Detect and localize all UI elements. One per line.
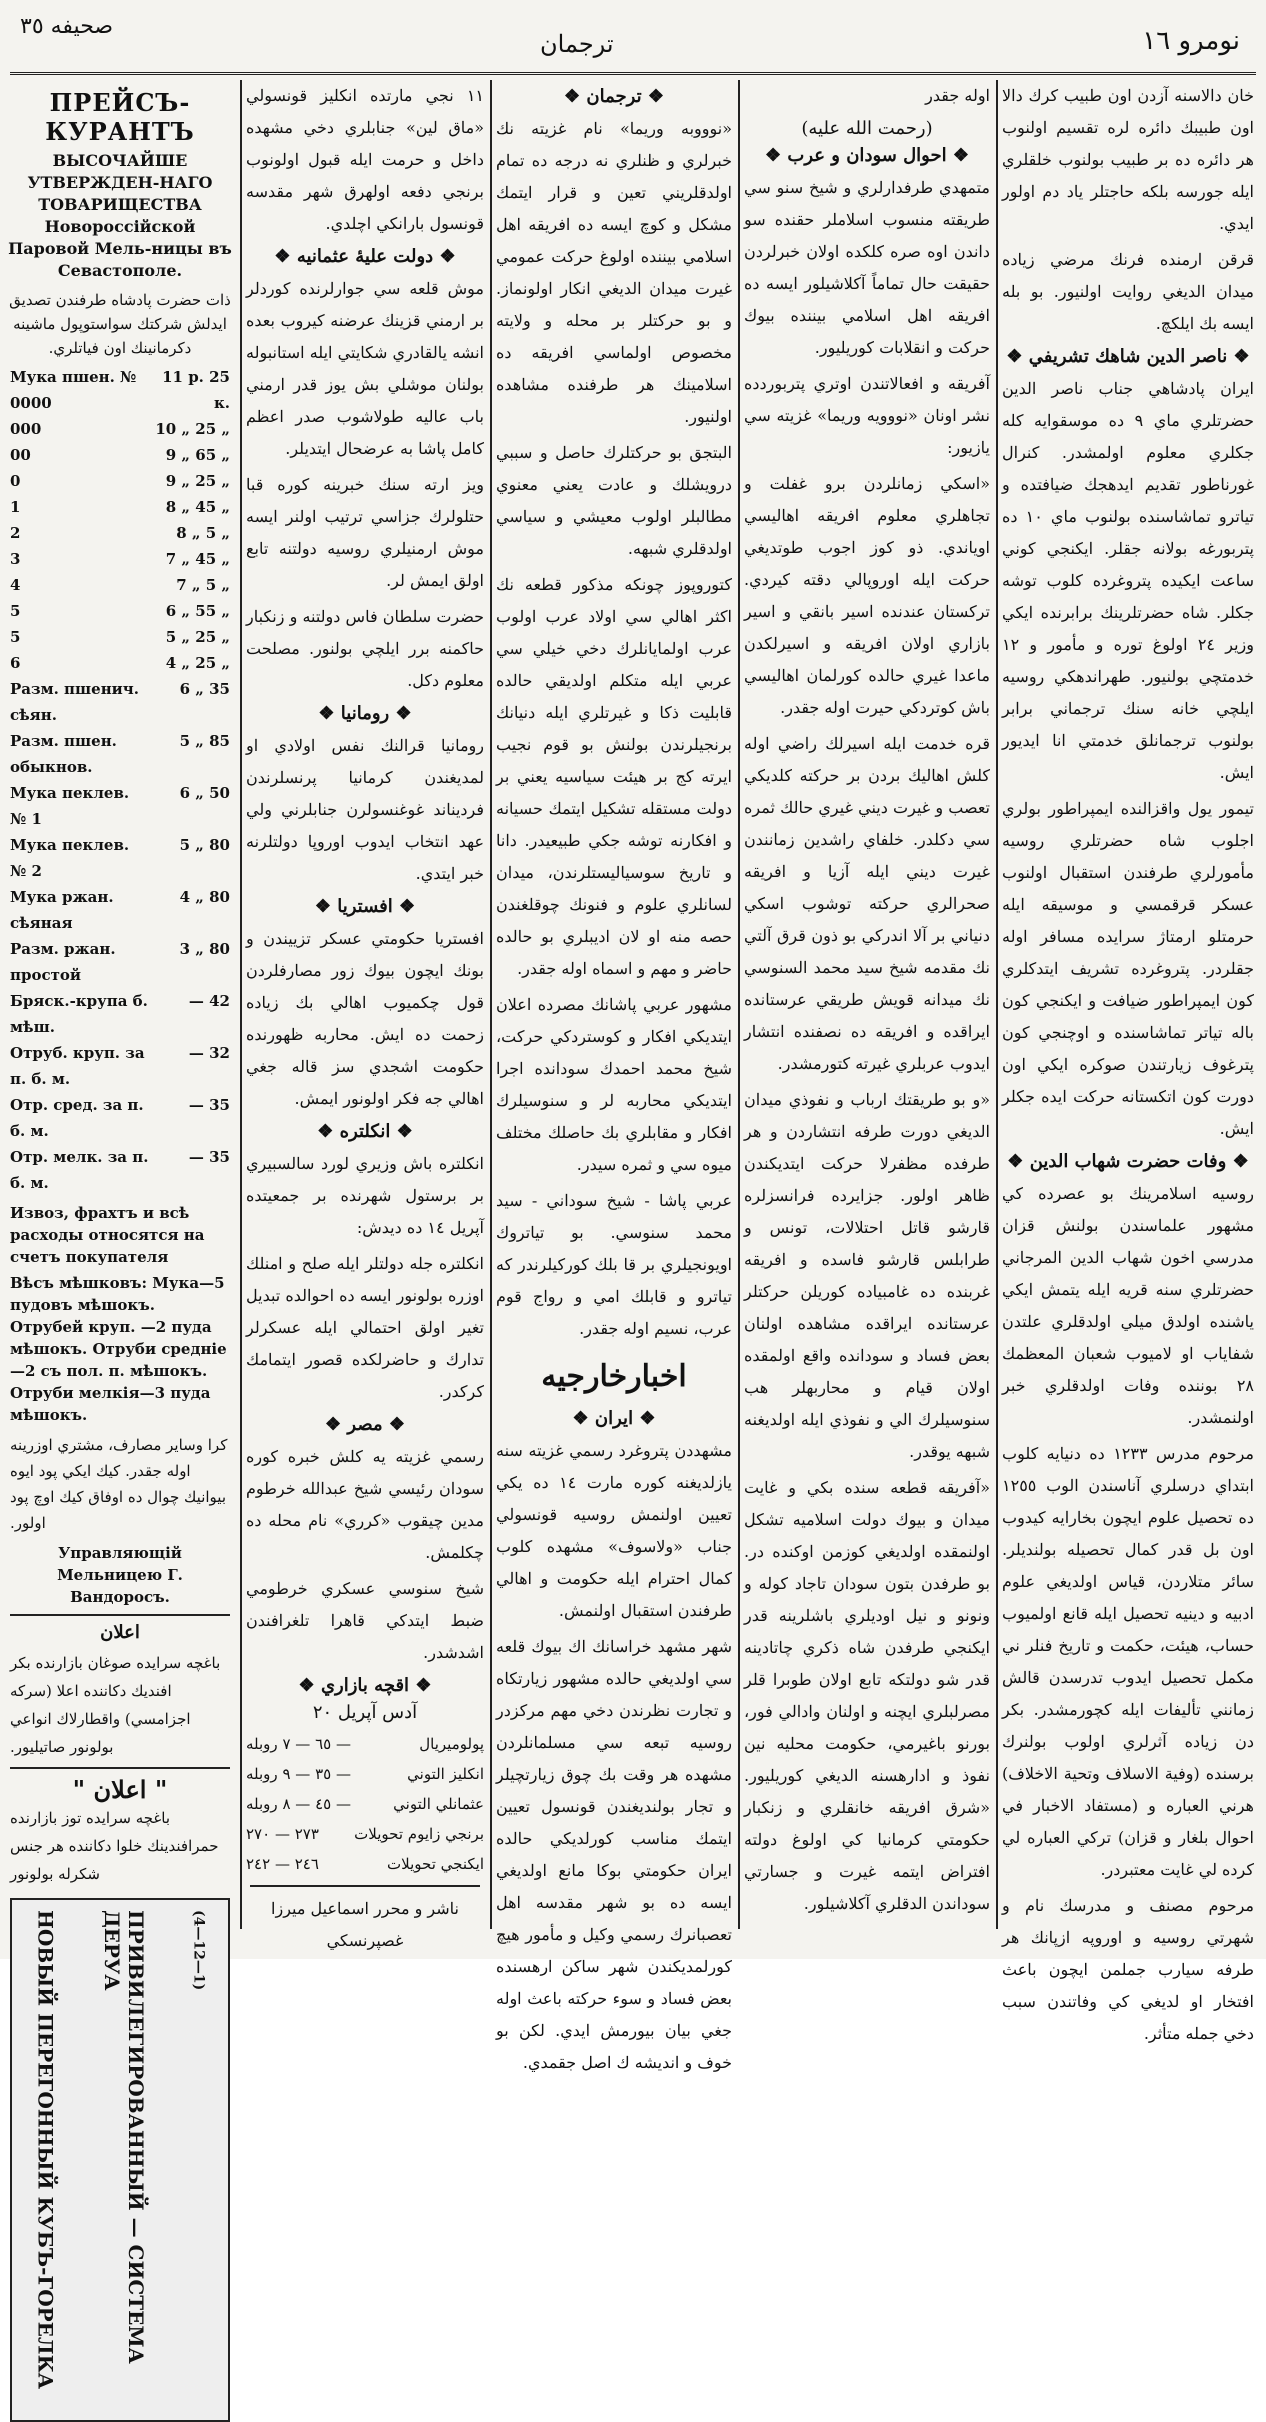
ad-text-2: باغچه سرايده توز بازارنده حمرافندينك خلوا دكاننده هر جنس شكرله بولونور <box>10 1809 219 1883</box>
article-paragraph: رسمي غزيته يه كلش خبره كوره سودان رئيسي شيخ عبدالله خرطوم مدين چيقوب «كرري» نام محله ده چكلمش. <box>246 1447 484 1562</box>
price-item-name: Разм. ржан. простой <box>10 940 116 984</box>
price-list <box>6 364 234 1196</box>
price-row <box>6 780 234 832</box>
price-item-name: Мука пшен. № 0000 <box>10 368 137 412</box>
article-paragraph: قره خدمت ايله اسيرلك راضي اوله كلش اهاليك بردن بر حركته كلديكي تعصب و غيرت ديني غيري حالك ثمره سي دكلدر. خلفاي راشدين زمانندن غيرت ديني ايله آزيا و افريقه صحرالري حركته توشوب اسكي دنياني بر آلا اندركي بو ذون قرق آلتي نك مقدمه شيخ سيد محمد السنوسي نك ميدانه قويش طريقي عرستانده ايراقده و افريقه ده نصفنده انتشار ايدوب عربلري غيرته كتورمشدر. <box>744 734 990 1073</box>
column-rule <box>240 80 242 1929</box>
price-item-value: 8 „ 45 „ <box>165 498 230 516</box>
column-rule <box>738 80 740 1929</box>
price-item-value: 9 „ 25 „ <box>165 472 230 490</box>
price-item-name: Бряск.-крупа б. мѣш. <box>10 992 148 1036</box>
price-item-value: 6 „ 55 „ <box>165 602 230 620</box>
column-rule <box>490 80 492 1929</box>
price-item-value: — 35 <box>188 1096 230 1114</box>
price-item-name: Мука пеклев. № 2 <box>10 836 130 880</box>
price-list-title: ПРЕЙСЪ-КУРАНТЪ <box>45 88 195 146</box>
currency-name: عثمانلي التوني <box>393 1795 484 1813</box>
price-item-value: 4 „ 25 „ <box>165 654 230 672</box>
article-paragraph: مرحوم مدرس ١٢٣٣ ده دنيايه كلوب ابتداي درسلري آناسندن الوب ١٢٥٥ ده تحصيل علوم ايچون بخارايه كيدوب اون بل قدر كمال تحصيله بولنديلر. سائر متلاردن، قياس اولديغي علوم ادبيه و دينيه تحصيل ايله قانع اولميوب حساب، هيئت، حكمت و تاريخ فنلر ني مكمل تحصيل ايدوب تدرسدن قالش زمانني تأليفات ايله كچورمشدر. بكر دن زياده آثرلري اولوب بولنرك برسنده (وفية الاسلاف وتحية الاخلاف) هرني العباره و (مستفاد الاخبار في احوال بلغار و قزان) تركي العباره لي كرده لي غايت معتبردر. <box>1002 1444 1254 1879</box>
bazaar-row <box>246 1819 484 1849</box>
ad-still-line2: ПРИВИЛЕГИРОВАННЫЙ — СИСТЕМА ДЕРУА <box>99 1910 148 2364</box>
article-paragraph: «نوووبه وريما» نام غزيته نك خبرلري و ظنلري نه درجه ده تمام اولدقلريني تعين و قرار ايتمك مشكل و كوچ ايسه ده افريقه اهل اسلامي بيننده اولوغ حركت عمومي غيرت ميدان الديغي انكار اولونماز. و بو حركتلر بر محله و ولايته مخصوص اولماسي افريقه ده اسلامينك هر طرفنده مشاهده اولنيور. <box>496 119 732 426</box>
price-row <box>6 494 234 520</box>
currency-rate: ٢٤٦ — ٢٤٢ <box>246 1855 319 1873</box>
price-row <box>6 468 234 494</box>
price-item-name: 1 <box>10 498 21 516</box>
price-item-value: 10 „ 25 „ <box>155 420 230 438</box>
article-paragraph: مرحوم مصنف و مدرسك نام و شهرتي روسيه و اوروپه ازپانك هر طرفه سيارب جملمن ايچون باعث افتخار او لديغي كي وفاتندن سبب دخي جمله متأثر. <box>1002 1896 1254 2043</box>
price-row <box>6 728 234 780</box>
price-item-value: 3 „ 80 <box>179 940 230 958</box>
price-note-weights: Вѣсъ мѣшковъ: Мука—5 пудовъ мѣшокъ. Отрубей круп. —2 пуда мѣшокъ. Отруби средніе—2 съ пол. п. мѣшокъ. Отруби мелкія—3 пуда мѣшокъ. <box>10 1274 227 1424</box>
price-item-name: 5 <box>10 628 21 646</box>
price-note-turkic: كرا وساير مصارف، مشتري اوزرينه اوله جقدر. كيك ايكي پود ايوه بيوانيك چوال ده اوفاق كيك اوچ پود اولور. <box>10 1436 228 1532</box>
article-paragraph: شهر مشهد خراسانك اك بيوك قلعه سي اولديغي حالده مشهور زيارتكاه و تجارت نظرندن دخي مهم مركزدر روسيه تبعه سي مسلمانلردن مشهده هر وقت بك چوق زيارتچيلر و تجار بولنديغندن قونسول تعيين ايتمك مناسب كورلديكي حالده ايران حكومتي بوكا مانع اولديغي ايسه ده بو شهر مقدسه اهل تعصبانرك رسمي وكيل و مأمور هيچ كورلمديكندن شهر ساكن ارهسنده بعض فساد و سوء حركته باعث اوله جغي بيان بيورمش ايدي. لكن بو خوف و انديشه ك اصل جقمدي. <box>496 1637 732 2072</box>
article-paragraph: رومانيا قرالنك نفس اولادي او لمديغندن كرمانيا پرنسلرندن فرديناند غوغنسولرن جنابلرني ولي عهد انتخاب ايدوب اوروپا دولتلرنه خبر ايتدي. <box>246 736 484 883</box>
price-item-value: 4 „ 80 <box>179 888 230 906</box>
price-item-value: — 32 <box>188 1044 230 1062</box>
section-header: ❖ ايران ❖ <box>572 1408 656 1429</box>
article-paragraph: عربي پاشا - شيخ سوداني - سيد محمد سنوسي. بو تياتروك اويونجيلري بر قا بلك كوركيلرندر كه تياترو و قابلك امي و رواج قوم عرب، نسيم اوله جقدر. <box>496 1191 732 1338</box>
section-header: ❖ رومانيا ❖ <box>318 703 412 724</box>
price-row <box>6 364 234 416</box>
price-item-value: 6 „ 35 <box>179 680 230 698</box>
page-number: صحيفه ٣٥ <box>20 14 114 39</box>
price-item-name: 000 <box>10 420 42 438</box>
price-item-name: Отр. сред. за п. б. м. <box>10 1096 144 1140</box>
article-paragraph: ويز ارته سنك خبرينه كوره قبا حتلولرك جزاسي ترتيب اولنر ايسه موش ارمنيلري روسيه دولتنه تابع اولق ايمش لر. <box>246 475 484 590</box>
column-5 <box>1002 80 1255 2043</box>
ad-still-number: (4—12—1) <box>190 1910 207 1991</box>
price-item-value: 9 „ 65 „ <box>165 446 230 464</box>
price-row <box>6 650 234 676</box>
bazaar-row <box>246 1729 484 1759</box>
article-paragraph: «اسكي زمانلردن برو غفلت و تجاهلري معلوم افريقه اهاليسي اوياندي. ذو كوز اجوب طوتديغي حركت ايله اوروپالي دقته كيردي. تركستان عندنده اسير بانقي و اسير بازاري اولان افريقه و اسيرلكدن ماعدا غيري حالده كورلمان اهاليسي باش كوتردكي حيرت اوله جقدر. <box>744 474 990 717</box>
price-list-intro: ذات حضرت پادشاه طرفندن تصديق ايدلش شركتك سواستوپول ماشينه دكرمانينك اون فياتلري. <box>9 291 231 357</box>
section-header: ❖ انكلتره ❖ <box>317 1121 413 1142</box>
article-paragraph: مشهددن پتروغرد رسمي غزيته سنه يازلديغنه كوره مارت ١٤ ده يكي تعيين اولنمش روسيه قونسولي جناب «ولاسوف» مشهده كلوب كمال احترام ايله حكومت و اهالي طرفندن استقبال اولنمش. <box>496 1441 732 1620</box>
price-item-name: 2 <box>10 524 21 542</box>
article-paragraph: ١١ نجي مارتده انكليز قونسولي «ماق لين» جنابلري دخي مشهده داخل و حرمت ايله قبول اولونوب برنجي دفعه اولهرق شهر مقدسه قونسول بارانكي اچلدي. <box>246 86 484 233</box>
bazaar-row <box>246 1849 484 1879</box>
price-item-value: 8 „ 5 „ <box>176 524 230 542</box>
price-item-name: Разм. пшен. обыкнов. <box>10 732 117 776</box>
price-item-name: 3 <box>10 550 21 568</box>
price-item-value: 5 „ 25 „ <box>165 628 230 646</box>
article-paragraph: شيخ سنوسي عسكري خرطومي ضبط ايتدكي قاهرا تلغرافندن اشدشدر. <box>246 1579 484 1662</box>
foreign-news-header: اخبارخارجيه <box>541 1359 687 1394</box>
still-advertisement <box>10 1898 230 2422</box>
column-2 <box>246 80 484 1950</box>
divider <box>10 1614 230 1616</box>
price-item-value: 5 „ 80 <box>179 836 230 854</box>
article-paragraph: كتوروپوز چونكه مذكور قطعه نك اكثر اهالي سي اولاد عرب اولوب عرب اولمايانلرك دخي خيلي سي عربي ايله متكلم اولديقي حالده قابليت ذكا و غيرتلري ايله دنيانك برنجيلرندن بولنش بو قوم نجيب ايرته كج بر هيئت سياسيه يعني بر دولت مستقله تشكيل ايتمك حسيانه و افكارنه توشه جكي طبيعيدر. دانا و تاريخ سوسياليستلرندن، ميدان لسانلري علوم و فنونك چوقلغندن حصه منه او لان اديبلري بو حالده حاضر و مهم و اسماه اوله جقدر. <box>496 575 732 978</box>
currency-name: ايكنجي تحويلات <box>387 1855 484 1873</box>
price-item-value: 7 „ 45 „ <box>165 550 230 568</box>
issue-number: نومرو ١٦ <box>1142 26 1240 56</box>
article-paragraph: انكلتره باش وزيري لورد سالسبيري بر برستول شهرنده بر جمعيتده آپريل ١٤ ده ديدش: <box>246 1154 484 1237</box>
currency-rate: ٢٧٣ — ٢٧٠ <box>246 1825 319 1843</box>
article-paragraph: آفريقه و افعالاتندن اوتري پتربوردده نشر اونان «نووويه وريما» غزيته سي يازيور: <box>744 374 990 457</box>
divider <box>10 1767 230 1769</box>
newspaper-title: ترجمان <box>540 30 614 58</box>
divider <box>250 1885 480 1887</box>
price-item-name: Отруб. круп. за п. б. м. <box>10 1044 145 1088</box>
currency-rate: — ٣٥ — ٩ روبله <box>246 1765 351 1783</box>
section-header: ❖ افستريا ❖ <box>314 896 416 917</box>
section-header: ❖ ناصر الدين شاهك تشريفي ❖ <box>1006 346 1250 367</box>
price-row <box>6 988 234 1040</box>
price-item-name: 0 <box>10 472 21 490</box>
price-row <box>6 936 234 988</box>
price-row <box>6 546 234 572</box>
article-paragraph: تيمور يول واقزالنده ايمپراطور بولري اجلوب شاه حضرتلري روسيه مأمورلري طرفندن استقبال اولنوب عسكر قرقمسي و موسيقه ايله حرمتلو ارمتاژ سرايده مسافر اوله جقلردر. پتروغرده تشريف ايتدكلري كون ايمپراطور ضيافت و ايكنجي كون باله تياتر تماشاسنده و اوچنجي كون پترغوف زيارتندن صوكره ايكي اون دورت كون اتكستانه حركت ايده جكلر ايش. <box>1002 799 1254 1138</box>
price-row <box>6 598 234 624</box>
article-paragraph: حضرت سلطان فاس دولتنه و زنكبار حاكمنه برر ايلچي بولنور. مصلحت معلوم دكل. <box>246 607 484 690</box>
currency-name: پولوميريال <box>419 1735 484 1753</box>
section-header: ❖ دولت عليهٔ عثمانيه ❖ <box>274 246 456 267</box>
price-item-value: — 35 <box>188 1148 230 1166</box>
article-paragraph: قرقن ارمنده فرنك مرضي زياده ميدان الديغي روايت اولنيور. بو بله ايسه بك ايلكچ. <box>1002 250 1254 333</box>
currency-name: برنجي زايوم تحويلات <box>354 1825 484 1843</box>
price-row <box>6 572 234 598</box>
ad-header-2: " اعلان " <box>72 1775 168 1804</box>
price-row <box>6 676 234 728</box>
price-row <box>6 832 234 884</box>
price-note-shipping: Извоз, фрахтъ и всѣ расходы относятся на счетъ покупателя <box>10 1204 205 1266</box>
column-4 <box>744 80 990 1939</box>
masthead <box>0 0 1266 80</box>
price-row <box>6 624 234 650</box>
mill-manager: Управляющій Мельницею Г. Вандоросъ. <box>57 1544 183 1606</box>
price-item-name: Разм. пшенич. сѣян. <box>10 680 139 724</box>
bazaar-date: آدس آپريل ٢٠ <box>312 1702 418 1723</box>
column-rule <box>996 80 998 1929</box>
currency-name: انكليز التوني <box>407 1765 484 1783</box>
article-paragraph: روسيه اسلامرينك بو عصرده كي مشهور علماسندن بولنش قزان مدرسي اخون شهاب الدين المرجاني حضرتلري سنه قريه ايله يتمش ايكي ياشنده اولدق ميلي اولدقلري علتدن شفاياب او لاميوب شعبان المعظمك ٢٨ بوننده وفات اولدقلري خبر اولنمشدر. <box>1002 1184 1254 1427</box>
article-paragraph: «و بو طريقتك ارباب و نفوذي ميدان الديغي دورت طرفه انتشاردن و هر طرفده مظفرلا حركت ايتديكندن ظاهر اولور. جزايرده فرانسزلره قارشو قاتل احتلالات، تونس و طرابلس قارشو فاسده و افريقه غربنده ده غامبياده كوريلن حركتلر عرستانده ايراقده مشاهده اولنان بعض فساد و سودانده واقع اولمقده اولان قيام و محاربهلر هب سنوسيلرك الي و نفوذي ايله اولديغنه شبهه يوقدر. <box>744 1090 990 1461</box>
price-row <box>6 1040 234 1092</box>
price-item-name: 00 <box>10 446 31 464</box>
price-list-subtitle: ВЫСОЧАЙШЕ УТВЕРЖДЕН-НАГО ТОВАРИЩЕСТВА Новороссiйской Паровой Мель-ницы въ Севастополе. <box>8 151 232 280</box>
price-item-value: 11 р. 25 к. <box>162 368 230 412</box>
price-row <box>6 1144 234 1196</box>
price-item-value: 6 „ 50 <box>179 784 230 802</box>
section-header: ❖ ترجمان ❖ <box>564 86 664 107</box>
price-row <box>6 884 234 936</box>
column-3 <box>496 80 732 2072</box>
currency-rate: — ٤٥ — ٨ روبله <box>246 1795 351 1813</box>
article-paragraph: اوله جقدر <box>925 86 990 105</box>
price-item-name: Мука ржан. сѣяная <box>10 888 114 932</box>
price-row <box>6 520 234 546</box>
article-paragraph: متمهدي طرفدارلري و شيخ سنو سي طريقته منسوب اسلاملر حقنده سو داندن اوه صره كلكده اولان خبرلردن حقيقت حال تماماً آكلاشيلور ايسه ده افريقه اهل اسلامي بيننده بيوك حركت و انقلابات كوريليور. <box>744 178 990 357</box>
price-item-name: Мука пеклев. № 1 <box>10 784 130 828</box>
article-paragraph: انكلتره جله دولتلر ايله صلح و امنلك اوزره بولونور ايسه ده احوالده تبديل تغير اولق احتمالي ايله عسكرلر تدارك و حاضرلكده قصور ايتمامك كركدر. <box>246 1254 484 1401</box>
article-paragraph: خان دالاسنه آزدن اون طبيب كرك دالا اون طبيبك دائره لره تقسيم اولنوب هر دائره ده بر طبيب بولنوب خلقلري ايله جورسه بلكه حاجتلر ياد دم اولور ايدي. <box>1002 86 1254 233</box>
section-header: ❖ وفات حضرت شهاب الدين ❖ <box>1007 1151 1249 1172</box>
price-row <box>6 1092 234 1144</box>
price-row <box>6 416 234 442</box>
article-paragraph: موش قلعه سي جوارلرنده كوردلر بر ارمني قزينك عرضنه كيروب بعده انشه يالقادري شكايتي ايله استانبوله بولنان موشلي بش يوز قدر ارمني باب عاليه طولاشوب صدر اعظم كامل پاشا به عرضحال ايتديلر. <box>246 279 484 458</box>
currency-rate: — ٦٥ — ٧ روبله <box>246 1735 351 1753</box>
ad-text-1: باغچه سرايده صوغان بازارنده بكر افنديك دكاننده اعلا (سركه اجزامسي) واقطارلاك انواعي بولونور صاتيليور. <box>10 1654 221 1756</box>
russian-column <box>6 80 234 2390</box>
price-item-name: 5 <box>10 602 21 620</box>
price-item-value: — 42 <box>188 992 230 1010</box>
article-paragraph: البتجق بو حركتلرك حاصل و سببي درويشلك و عادت يعني معنوي مطالبلر اولوب معيشي و سياسي اولدقلري شبهه. <box>496 443 732 558</box>
bazaar-row <box>246 1789 484 1819</box>
article-paragraph: مشهور عربي پاشانك مصرده اعلان ايتديكي افكار و كوستردكي حركت، شيخ محمد احمدك سودانده اجرا ايتديكي محاربه لر و سنوسيلرك افكار و مقابلري بك حاصلك مختلف ميوه سي و ثمره سيدر. <box>496 995 732 1174</box>
ad-still-line1: НОВЫЙ ПЕРЕГОННЫЙ КУБЪ-ГОРЕЛКА <box>33 1910 58 2390</box>
price-item-name: 6 <box>10 654 21 672</box>
price-item-value: 7 „ 5 „ <box>176 576 230 594</box>
bazaar-row <box>246 1759 484 1789</box>
price-item-value: 5 „ 85 <box>179 732 230 750</box>
section-header: ❖ مصر ❖ <box>325 1414 405 1435</box>
ad-header-1: اعلان <box>100 1622 140 1643</box>
article-paragraph: افستريا حكومتي عسكر تزييندن و بونك ايچون بيوك زور مصارفلردن قول چكميوب اهالي بك زياده زحمت ده ايش. محاربه ظهورنده حكومت اشجدي سز قاله جغي اهالي جه فكر اولونور ايمش. <box>246 929 484 1108</box>
publisher-line: ناشر و محرر اسماعيل ميرزا غصپرنسكي <box>271 1899 459 1950</box>
price-row <box>6 442 234 468</box>
price-item-name: Отр. мелк. за п. б. м. <box>10 1148 149 1192</box>
section-header: ❖ اقچه بازاري ❖ <box>298 1675 432 1696</box>
obituary-signature: (رحمت الله عليه) <box>801 118 933 139</box>
price-item-name: 4 <box>10 576 21 594</box>
article-paragraph: ايران پادشاهي جناب ناصر الدين حضرتلري ماي ٩ ده موسقوايه كله جكلري معلوم اولمشدر. كنرال غورناطور تقديم ايدهجك ضيافتده و تياترو تماشاسنده بولنوب ماي ١٠ ده پتربورغه بولانه جقلر. ايكنجي كوني ساعت ايكيده پتروغرده كلوب توشه جكلر. شاه حضرتلرينك برابرنده ايكي وزير ٢٤ اولوغ توره و مأمور و ١٢ خدمتچي بولنيور. طهراندهكي روسيه ايلچي خانه سنك ترجماني برابر بولنوب ترجمانلق خدمتي انا ايديور ايش. <box>1002 379 1255 782</box>
masthead-rule <box>10 72 1256 75</box>
article-paragraph: «آفريقه قطعه سنده بكي و غايت ميدان و بيوك دولت اسلاميه تشكل اولنمقده اولديغي كوزمن اوكنده در. بو طرفدن بتون سودان تاجاد كوله و ونونو و نيل اوديلري باشلرينه قدر ايكنجي طرفدن شاه ذكري چاتادينه قدر شو دولتكه تابع اولان طوبرا قلر مصرلبلري ايچنه و اولنان وادالي فور، بورنو باغيرمي، حكومت محليه نين نفوذ و ادارهسنه الديغي كوريليور. «شرق افريقه خانقلري و زنكبار حكومتي كرمانيا كي اولوغ دولته افتراض ايتمه غيرت و جسارتي سوداندن الدقلري آكلاشيلور. <box>744 1478 990 1913</box>
section-header: ❖ احوال سودان و عرب ❖ <box>764 145 970 166</box>
bazaar-list <box>246 1729 484 1879</box>
